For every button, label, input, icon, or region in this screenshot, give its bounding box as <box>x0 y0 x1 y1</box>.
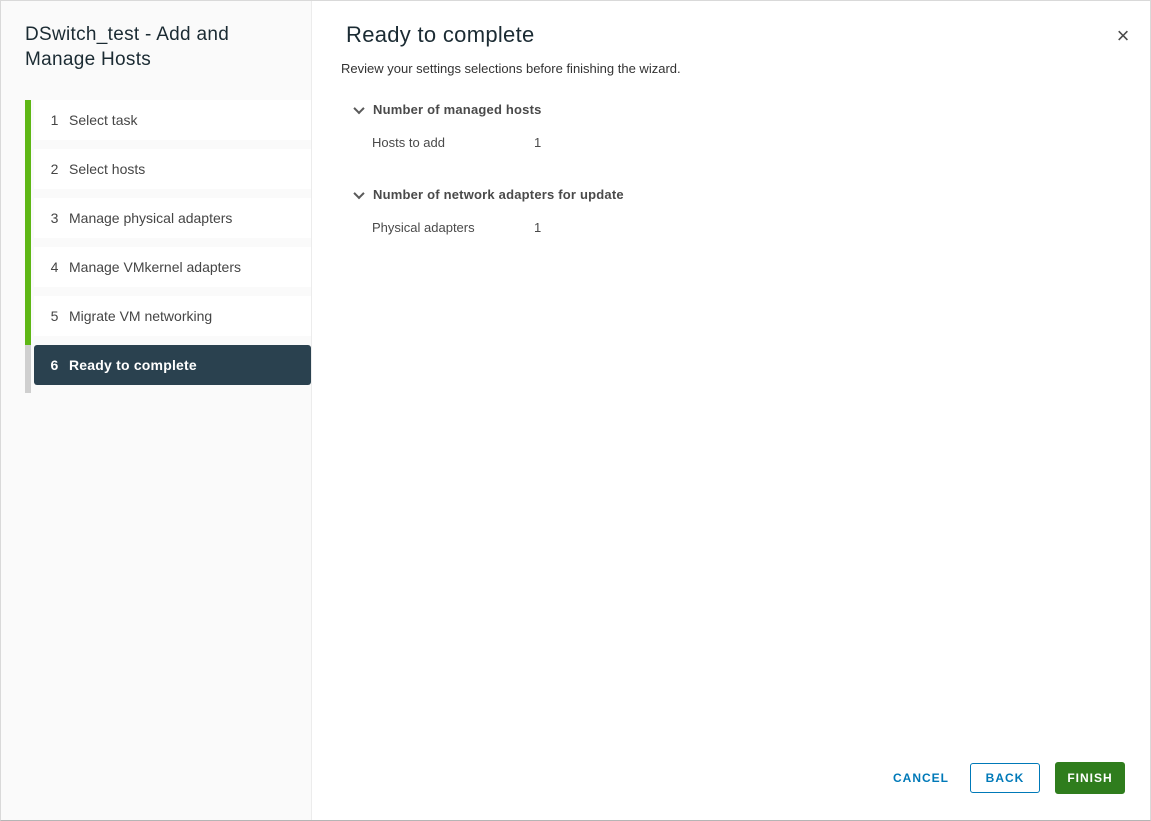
sidebar-step-select-hosts[interactable] <box>34 149 311 189</box>
sidebar-step-manage-physical-adapters[interactable] <box>34 198 311 238</box>
section-network-adapters-header[interactable] <box>355 187 1150 202</box>
step-number: 6 <box>50 357 59 374</box>
summary-row-physical-adapters <box>372 220 1150 235</box>
close-icon: × <box>1116 23 1130 48</box>
progress-rail-current-segment <box>25 345 31 393</box>
progress-rail <box>25 100 31 393</box>
section-managed-hosts <box>355 102 1150 150</box>
step-label: Select task <box>69 112 138 129</box>
section-network-adapters <box>355 187 1150 235</box>
section-title: Number of managed hosts <box>373 102 542 117</box>
row-label: Physical adapters <box>372 220 475 235</box>
row-value: 1 <box>534 135 542 150</box>
section-managed-hosts-header[interactable] <box>355 102 1150 117</box>
progress-rail-completed-segment <box>25 100 31 345</box>
step-label: Manage physical adapters <box>69 210 233 227</box>
wizard-footer <box>893 762 1125 794</box>
wizard-steps-list <box>25 100 311 385</box>
summary-row-hosts-to-add <box>372 135 1150 150</box>
row-label: Hosts to add <box>372 135 445 150</box>
step-number: 2 <box>50 161 59 178</box>
close-button[interactable] <box>1110 23 1136 49</box>
cancel-button[interactable]: CANCEL <box>893 771 949 785</box>
step-label: Migrate VM networking <box>69 308 213 325</box>
chevron-down-icon <box>353 187 364 198</box>
page-subtitle: Review your settings selections before finishing the wizard. <box>341 61 681 76</box>
step-number: 5 <box>50 308 59 325</box>
step-label: Manage VMkernel adapters <box>69 259 241 276</box>
step-number: 3 <box>50 210 59 227</box>
finish-button[interactable]: FINISH <box>1055 762 1125 794</box>
sidebar-step-migrate-vm-networking[interactable] <box>34 296 311 336</box>
sidebar-step-manage-vmkernel-adapters[interactable] <box>34 247 311 287</box>
back-button[interactable]: BACK <box>970 763 1040 793</box>
row-value: 1 <box>534 220 542 235</box>
step-label: Ready to complete <box>69 357 197 374</box>
page-title: Ready to complete <box>346 22 535 47</box>
summary-panel <box>355 102 1150 235</box>
step-label: Select hosts <box>69 161 146 178</box>
sidebar-step-ready-to-complete[interactable] <box>34 345 311 385</box>
chevron-down-icon <box>353 102 364 113</box>
step-number: 4 <box>50 259 59 276</box>
step-number: 1 <box>50 112 59 129</box>
sidebar-step-select-task[interactable] <box>34 100 311 140</box>
wizard-main-panel <box>312 1 1150 820</box>
section-title: Number of network adapters for update <box>373 187 624 202</box>
wizard-sidebar <box>1 1 312 820</box>
wizard-title: DSwitch_test - Add and Manage Hosts <box>25 24 230 71</box>
